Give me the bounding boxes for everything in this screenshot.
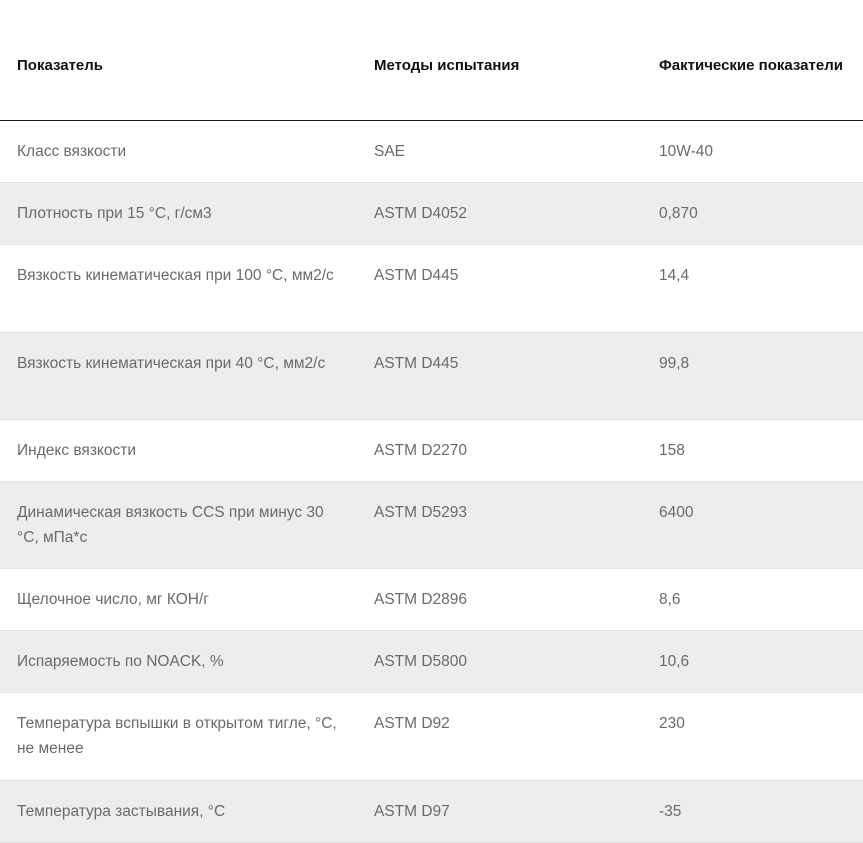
cell-actual: -35 [659,803,682,820]
table-row [0,482,863,569]
cell-indicator: Вязкость кинематическая при 100 °С, мм2/с [17,267,334,284]
cell-method: ASTM D445 [374,267,459,284]
cell-actual: 99,8 [659,355,690,372]
cell-method: ASTM D92 [374,715,450,732]
table-row [0,333,863,420]
cell-indicator: Щелочное число, мг КОН/г [17,591,209,608]
cell-actual: 14,4 [659,267,690,284]
cell-actual: 230 [659,715,685,732]
cell-indicator: Динамическая вязкость CCS при минус 30 °С, мПа*с [17,504,324,546]
cell-actual: 10,6 [659,653,690,670]
cell-indicator: Класс вязкости [17,143,127,160]
table-header-row [0,0,863,121]
cell-method: ASTM D4052 [374,205,468,222]
cell-indicator: Температура вспышки в открытом тигле, °С, не менее [17,715,337,757]
table-row [0,121,863,183]
cell-actual: 6400 [659,504,694,521]
cell-actual: 0,870 [659,205,698,222]
cell-indicator: Испаряемость по NOACK, % [17,653,224,670]
table-row [0,693,863,781]
cell-method: ASTM D97 [374,803,450,820]
cell-method: ASTM D2896 [374,591,468,608]
cell-indicator: Плотность при 15 °С, г/см3 [17,205,212,222]
cell-method: ASTM D445 [374,355,459,372]
header-method: Методы испытания [374,57,520,74]
cell-method: ASTM D2270 [374,442,468,459]
cell-method: ASTM D5293 [374,504,468,521]
table-row [0,569,863,631]
header-actual: Фактические показатели [659,57,843,74]
cell-actual: 158 [659,442,685,459]
cell-indicator: Температура застывания, °С [17,803,226,820]
table-row [0,245,863,333]
cell-method: ASTM D5800 [374,653,468,670]
table-row [0,781,863,843]
cell-method: SAE [374,143,406,160]
table-row [0,420,863,482]
cell-actual: 10W-40 [659,143,713,160]
header-indicator: Показатель [17,57,104,74]
table-row [0,631,863,693]
cell-indicator: Вязкость кинематическая при 40 °С, мм2/с [17,355,326,372]
cell-actual: 8,6 [659,591,681,608]
cell-indicator: Индекс вязкости [17,442,137,459]
table-row [0,183,863,245]
